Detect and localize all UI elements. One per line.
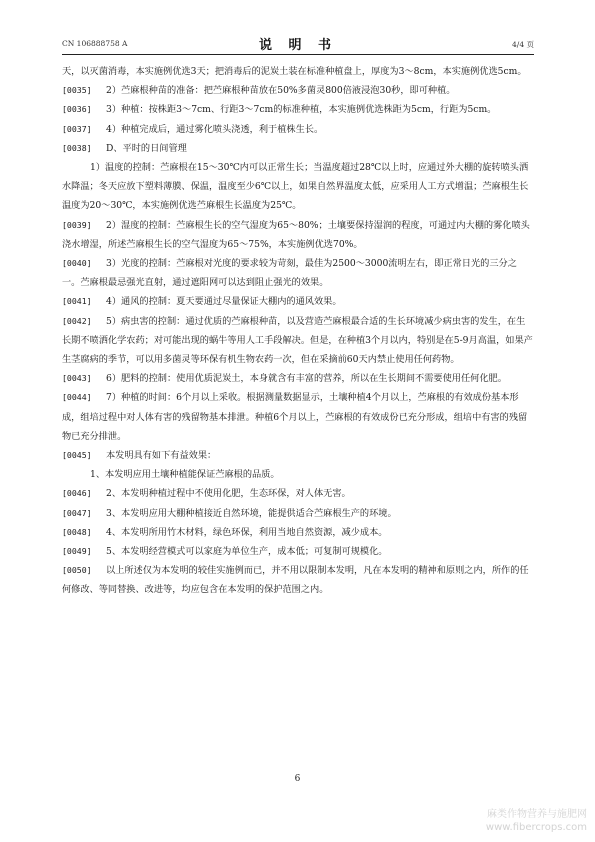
document-body (62, 62, 534, 600)
paragraph-benefit-1: 1、本发明应用土壤种植能保证苎麻根的品质。 (90, 469, 280, 481)
header-rule (62, 54, 534, 55)
paragraph-0046: [0046] 2、本发明种植过程中不使用化肥，生态环保，对人体无害。 (62, 488, 351, 500)
publication-number: CN 106888758 A (62, 39, 128, 48)
document-title: 说 明 书 (258, 38, 338, 53)
paragraph-0047: [0047] 3、本发明应用大棚种植接近自然环境，能提供适合苎麻根生产的环境。 (62, 507, 397, 519)
paragraph-0043: [0043] 6）肥料的控制：使用优质泥炭土，本身就含有丰富的营养，所以在生长期间不需要使用任何化肥。 (62, 373, 507, 385)
watermark (486, 808, 587, 834)
paragraph-0048: [0048] 4、本发明所用竹木材料，绿色环保，利用当地自然资源，减少成本。 (62, 526, 388, 538)
paragraph-0049: [0049] 5、本发明经营模式可以家庭为单位生产，成本低；可复制可规模化。 (62, 546, 388, 558)
paragraph-0045: [0045] 本发明具有如下有益效果： (62, 450, 217, 462)
paragraph-0039: [0039] 2）湿度的控制：苎麻根生长的空气湿度为65～80%；土壤要保持湿润的程度，可通过内大棚的雾化喷头浇水增湿，所述苎麻根生长的空气湿度为65～75%，本实施例优选70%。 (62, 219, 530, 250)
paragraph-0041: [0041] 4）通风的控制：夏天要通过尽量保证大棚内的通风效果。 (62, 296, 342, 308)
watermark-line2: www.fibercrops.com (485, 822, 587, 833)
paragraph-0042: [0042] 5）病虫害的控制：通过优质的苎麻根种苗，以及营造苎麻根最合适的生长环境减少病虫害的发生，在生长期不喷洒化学农药；对可能出现的蜗牛等用人工手段解决。但是，在种植3个月以内，特别是在5-9月高温，如果产生茎腐病的季节，可以用多菌灵等环保有机生物农药一次，但在采摘前60天内禁止使用任何药物。 (62, 315, 533, 366)
paragraph-temperature: 1）温度的控制：苎麻根在15～30℃内可以正常生长；当温度超过28℃以上时，应通过外大棚的旋转喷头洒水降温；冬天应放下塑料薄膜、保温，温度至少6℃以上，如果自然界温度太低，应采用人工方式增温；苎麻根生长温度为20～30℃，本实施例优选苎麻根生长温度为25℃。 (62, 162, 529, 212)
page-number: 6 (294, 774, 301, 784)
paragraph-continuation: 天，以灭菌消毒，本实施例优选3天；把消毒后的泥炭土装在标准种植盘上，厚度为3～8cm，本实施例优选5cm。 (62, 66, 527, 77)
paragraph-0036: [0036] 3）种植：按株距3～7cm、行距3～7cm的标准种植，本实施例优选株距为5cm，行距为5cm。 (62, 104, 497, 116)
paragraph-0037: [0037] 4）种植完成后，通过雾化喷头浇透，利于植株生长。 (62, 123, 324, 135)
page-header (62, 34, 534, 53)
watermark-line1: 麻类作物营养与施肥网 (487, 809, 587, 820)
paragraph-0044: [0044] 7）种植的时间：6个月以上采收。根据测量数据显示，土壤种植4个月以上，苎麻根的有效成份基本形成，组培过程中对人体有害的残留物基本排泄。种植6个月以上，苎麻根的有效成份已充分形成，组培中有害的残留物已充分排泄。 (62, 392, 528, 442)
paragraph-0050: [0050] 以上所述仅为本发明的较佳实施例而已，并不用以限制本发明，凡在本发明的精神和原则之内，所作的任何修改、等同替换、改进等，均应包含在本发明的保护范围之内。 (62, 565, 529, 596)
paragraph-0035: [0035] 2）苎麻根种苗的准备：把苎麻根种苗放在50%多菌灵800倍液浸泡30秒，即可种植。 (62, 85, 456, 97)
page-indicator: 4/4 页 (512, 40, 534, 49)
paragraph-0040: [0040] 3）光度的控制：苎麻根对光度的要求较为苛刻，最佳为2500～3000流明左右，即正常日光的三分之一。苎麻根最忌强光直射，通过遮阳网可以达到阻止强光的效果。 (62, 258, 517, 289)
paragraph-0038: [0038] D、平时的日间管理 (62, 142, 187, 154)
